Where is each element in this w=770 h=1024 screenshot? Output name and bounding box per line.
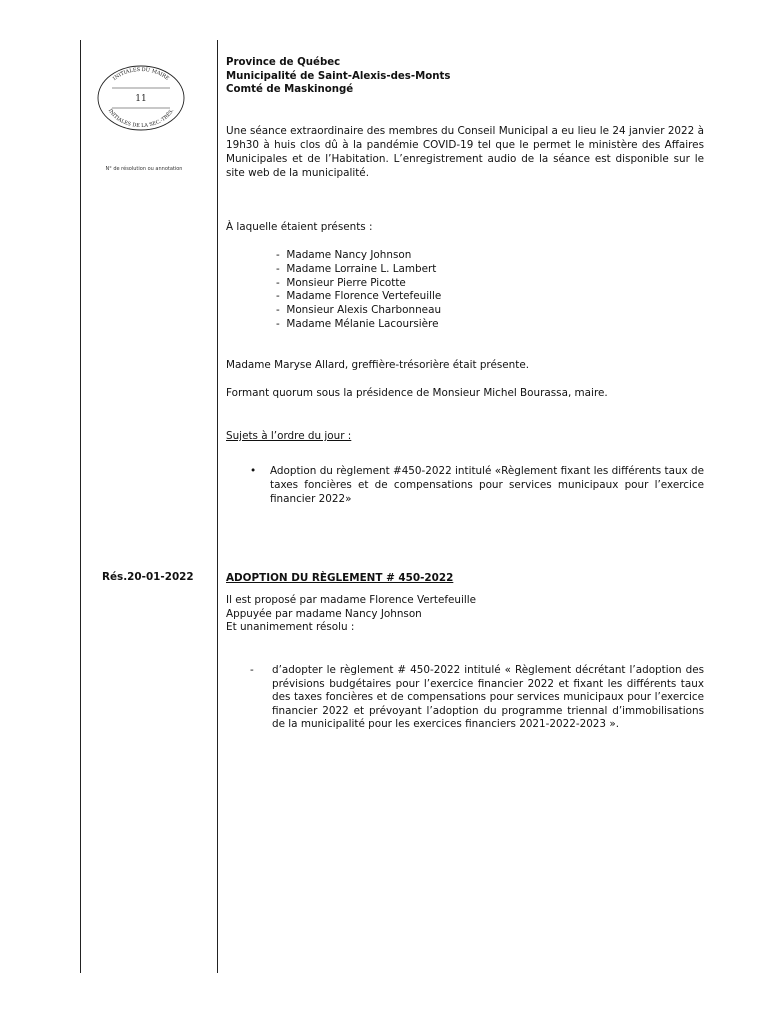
main-content [226, 56, 704, 731]
presents-label: À laquelle étaient présents : [226, 221, 373, 233]
list-item: - d’adopter le règlement # 450-2022 intitulé « Règlement décrétant l’adoption des prévisions budgétaires pour l’exercice financier 2022 et fixant les différents taux des taxes foncières et de compensations pour services municipaux pour l’exercice financier 2022 et prévoyant l’adoption du programme triennal d’immobilisations de la municipalité pour les exercices financiers 2021-2022-2023 ». [250, 664, 704, 732]
motion-block [226, 594, 476, 635]
list-item: - Madame Mélanie Lacoursière [276, 318, 441, 332]
header-province: Province de Québec [226, 57, 341, 68]
resolution-title: ADOPTION DU RÈGLEMENT # 450-2022 [226, 572, 454, 584]
list-item: - Monsieur Pierre Picotte [276, 277, 441, 291]
seal-stamp-graphic [96, 64, 186, 132]
list-item: - Madame Florence Vertefeuille [276, 290, 441, 304]
quorum-statement: Formant quorum sous la présidence de Monsieur Michel Bourassa, maire. [226, 387, 608, 399]
svg-text:INITIALES DE LA SEC.-TRÉS. [107, 108, 176, 129]
seal-bottom-text: INITIALES DE LA SEC.-TRÉS. [106, 108, 176, 130]
seal-top-text: INITIALES DU MAIRE [111, 66, 171, 82]
intro-paragraph: Une séance extraordinaire des membres du Conseil Municipal a eu lieu le 24 janvier 2022 à 19h30 à huis clos dû à la pandémie COVID-19 tel que le permet le ministère des Affaires Municipales et de l’Habitation. L’enregistrement audio de la séance est disponible sur le site web de la municipalité. [226, 125, 704, 179]
header-municipality: Municipalité de Saint-Alexis-des-Monts [226, 70, 451, 82]
proposer-line: Il est proposé par madame Florence Vertefeuille [226, 594, 477, 606]
list-item: - Madame Lorraine L. Lambert [276, 263, 441, 277]
members-list [276, 249, 441, 332]
header-county: Comté de Maskinongé [226, 84, 354, 96]
right-margin-rule [217, 40, 218, 973]
list-item: • Adoption du règlement #450-2022 intitulé «Règlement fixant les différents taux de taxes foncières et de compensations pour services municipaux pour l’exercice financier 2022» [250, 464, 704, 506]
list-item: - Monsieur Alexis Charbonneau [276, 304, 441, 318]
seal-center-text: 11 [135, 94, 147, 104]
seconder-line: Appuyée par madame Nancy Johnson [226, 607, 422, 620]
initials-seal [96, 64, 186, 132]
decision-list [250, 664, 704, 732]
agenda-list [250, 464, 704, 506]
agenda-heading-text: Sujets à l’ordre du jour [226, 430, 345, 442]
agenda-heading [226, 429, 351, 443]
list-item: - Madame Nancy Johnson [276, 249, 441, 263]
margin-note: N° de résolution ou annotation [105, 166, 183, 172]
result-line: Et unanimement résolu : [226, 621, 355, 634]
resolution-number: Rés.20-01-2022 [102, 571, 194, 583]
left-margin-rule [80, 40, 81, 973]
clerk-statement: Madame Maryse Allard, greffière-trésorière était présente. [226, 359, 530, 371]
agenda-heading-colon: : [344, 430, 352, 442]
